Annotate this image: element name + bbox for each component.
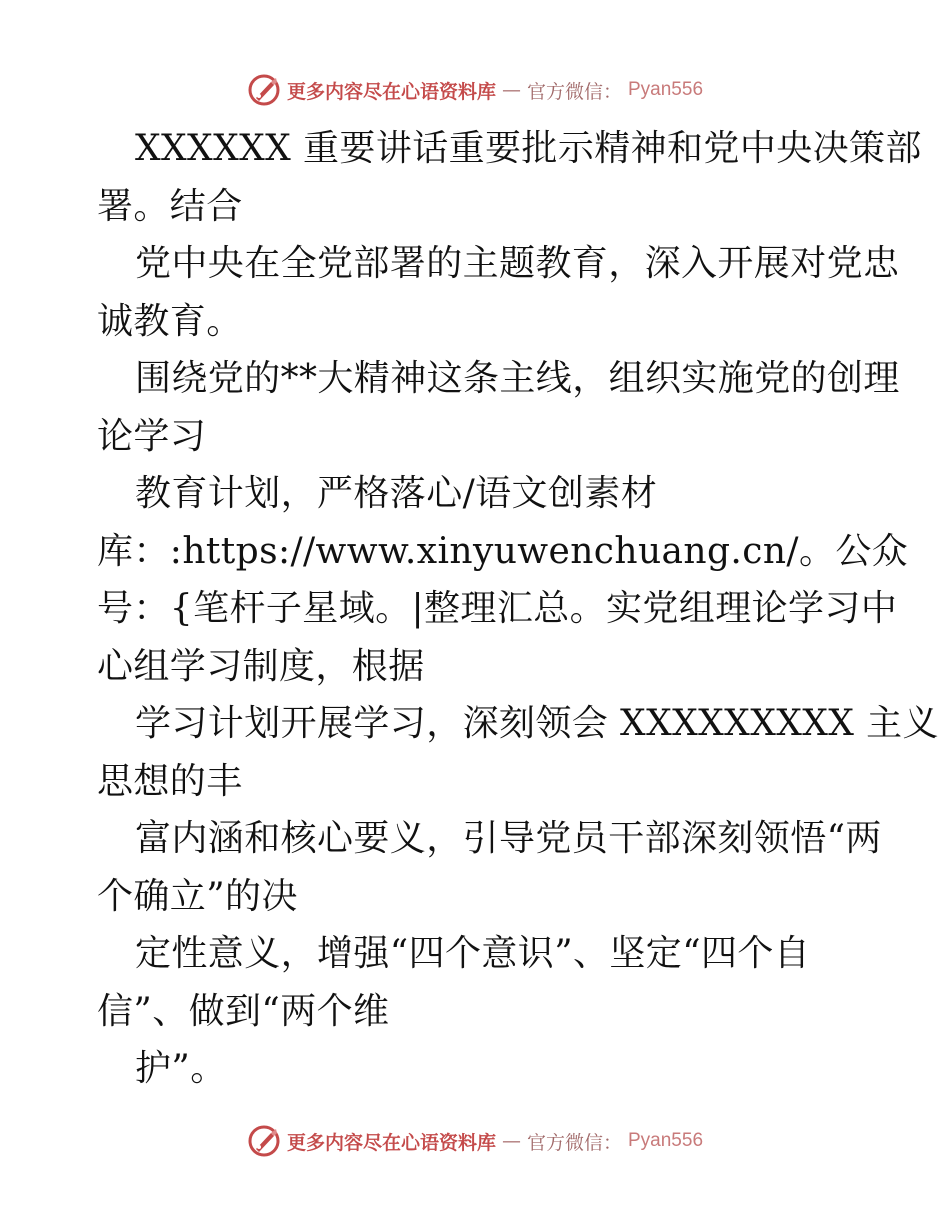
text-line: XXXXXX 重要讲话重要批示精神和党中央决策部 (135, 128, 922, 169)
watermark-text: 更多内容尽在心语资料库 (286, 80, 496, 103)
watermark-wechat-label: 官方微信： (526, 1131, 622, 1154)
watermark-dash: — (501, 79, 521, 101)
text-line: 护”。 (135, 1048, 227, 1089)
footer-watermark (0, 1121, 950, 1161)
quill-pen-logo-icon (247, 73, 281, 107)
text-line: 库：:https://www.xinyuwenchuang.cn/。公众 (97, 530, 909, 572)
text-line: 诚教育。 (97, 300, 243, 342)
text-line: 个确立”的决 (97, 875, 298, 917)
text-line: 号：{笔杆子星域。|整理汇总。实党组理论学习中 (97, 588, 898, 629)
watermark-wechat-id: Pyan556 (628, 1130, 704, 1151)
document-body (97, 120, 939, 1098)
text-line: 信”、做到“两个维 (97, 990, 390, 1032)
watermark-wechat-label: 官方微信： (526, 80, 622, 103)
quill-pen-logo-icon (247, 1124, 281, 1158)
text-line: 心组学习制度，根据 (97, 645, 425, 687)
text-line: 教育计划，严格落心/语文创素材 (135, 473, 658, 514)
header-watermark (0, 70, 950, 110)
text-line: 围绕党的**大精神这条主线，组织实施党的创理 (135, 358, 900, 399)
text-line: 论学习 (97, 415, 207, 457)
text-line: 党中央在全党部署的主题教育，深入开展对党忠 (135, 243, 900, 284)
text-line: 思想的丰 (97, 760, 243, 802)
watermark-dash: — (501, 1130, 521, 1152)
text-line: 署。结合 (97, 185, 243, 227)
text-line: 学习计划开展学习，深刻领会 XXXXXXXXX 主义 (135, 703, 939, 744)
text-line: 富内涵和核心要义，引导党员干部深刻领悟“两 (135, 818, 882, 859)
watermark-text: 更多内容尽在心语资料库 (286, 1131, 496, 1154)
text-line: 定性意义，增强“四个意识”、坚定“四个自 (135, 933, 811, 974)
watermark-wechat-id: Pyan556 (628, 79, 704, 100)
